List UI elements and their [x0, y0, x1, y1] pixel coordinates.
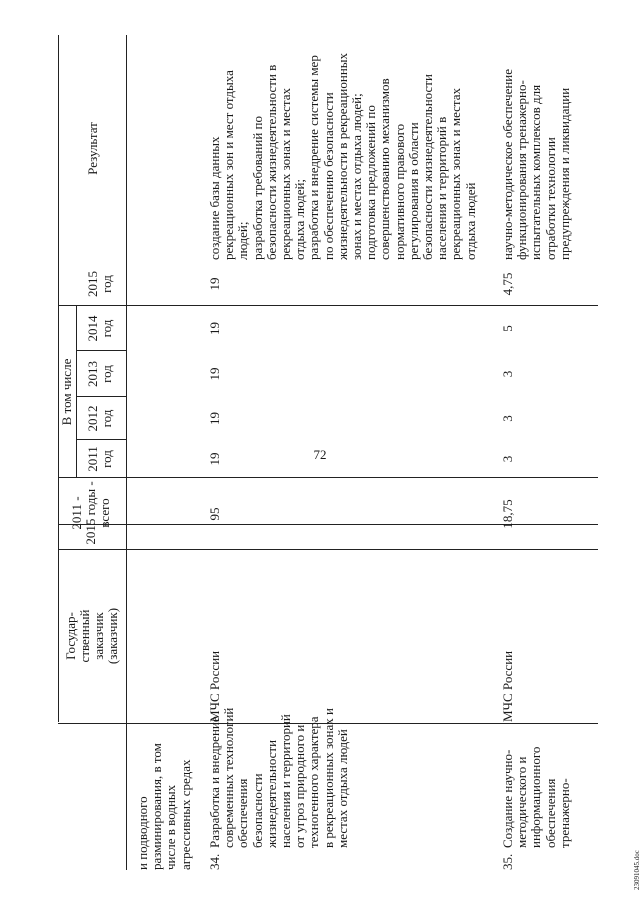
document-id: 23091045.doc	[633, 850, 641, 890]
row-value-2011: 19	[207, 452, 222, 466]
row-total: 95	[207, 507, 222, 521]
row-task: Создание научно- методического и информационного обеспечения тренажерно-	[500, 746, 572, 848]
subheader-divider	[76, 306, 77, 478]
row-result: научно-методическое обеспечение функционирования тренажерно- испытательных комплексов для отработки технологии предупреждения и ликвидации	[500, 68, 572, 260]
header-year-2014: 2014 год	[85, 315, 114, 342]
header-including: В том числе	[59, 358, 74, 426]
header-customer: Государ- ственный заказчик (заказчик)	[63, 607, 120, 665]
row-customer: МЧС России	[207, 650, 222, 722]
row-value-2014: 5	[500, 325, 515, 332]
page-number: 72	[313, 447, 327, 462]
rotated-table	[58, 35, 598, 870]
row-total: 18,75	[500, 499, 515, 529]
column-divider	[58, 477, 598, 478]
continuation-task: и подводного разминирования, в том числе в водных агрессивных средах	[135, 743, 193, 870]
header-year-2015: 2015 год	[85, 271, 114, 297]
header-year-2013: 2013 год	[85, 361, 114, 387]
column-divider	[58, 549, 598, 550]
row-number: 34.	[207, 853, 222, 870]
row-value-2015: 19	[207, 277, 222, 291]
column-divider	[58, 305, 598, 306]
row-value-2013: 3	[500, 370, 515, 378]
header-year-2011: 2011 год	[85, 446, 114, 472]
header-year-2012: 2012 год	[85, 405, 114, 432]
row-value-2012: 3	[500, 415, 515, 422]
header-result: Результат	[85, 122, 100, 175]
header-bottom-border	[126, 35, 127, 870]
row-value-2012: 19	[207, 412, 222, 425]
row-value-2013: 19	[207, 367, 222, 381]
row-number: 35.	[500, 853, 515, 870]
header-total-label: 2011 - 2015 годы - всего	[69, 481, 112, 545]
row-value-2015: 4,75	[500, 272, 515, 296]
row-value-2011: 3	[500, 455, 515, 463]
row-value-2014: 19	[207, 322, 222, 335]
column-divider	[58, 524, 598, 525]
row-task: Разработка и внедрение современных технологий обеспечения безопасности жизнедеятельности населения и территорий от угроз природного и техногенного характера в рекреационных зонах и местах отдыха людей	[207, 707, 350, 848]
row-customer: МЧС России	[500, 650, 515, 722]
row-result: создание базы данных рекреационных зон и мест отдыха людей; разработка требований по безопасности жизнедеятельности в рекреационных зонах и местах отдыха людей; разработка и внедрение системы мер по обеспечению безопасности жизнедеятельности в рекреационных зонах и местах отдыха людей; подготовка предложений по совершенствованию механизмов нормативного правового регулирования в области безопасности жизнедеятельности населения и территорий в рекреационных зонах и местах отдыха людей	[207, 52, 478, 260]
